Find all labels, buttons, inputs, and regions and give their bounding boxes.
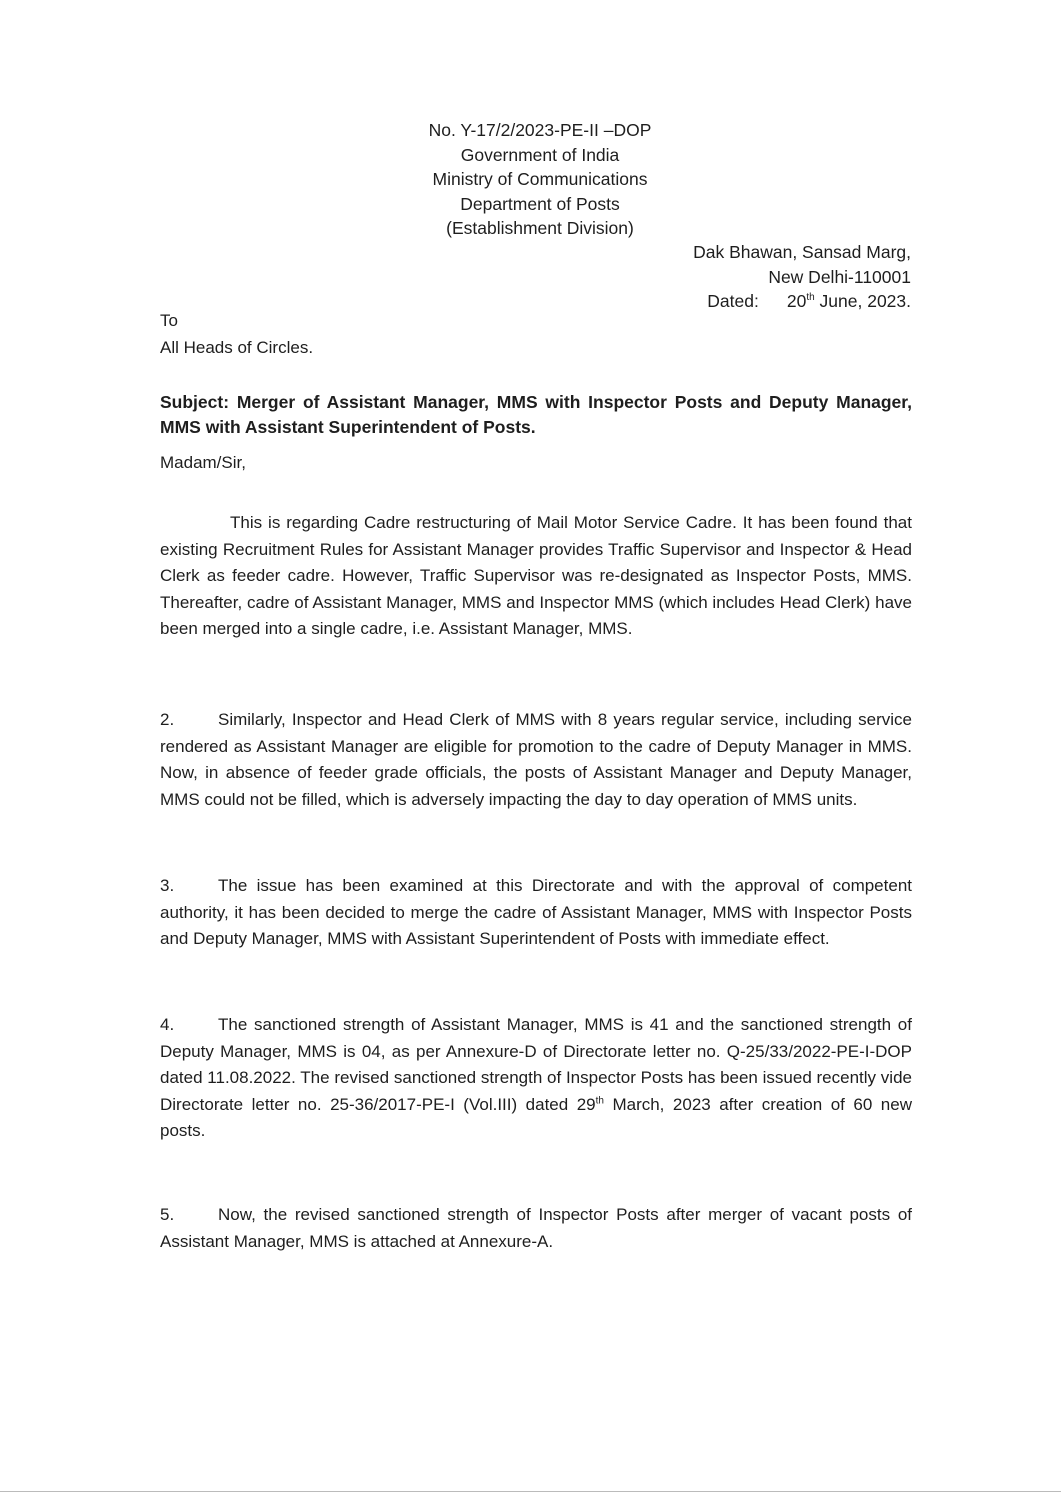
paragraph-3 xyxy=(160,873,912,953)
paragraph-text: Now, the revised sanctioned strength of Inspector Posts after merger of vacant posts of Assistant Manager, MMS is attached at Annexure-A. xyxy=(160,1205,912,1251)
dated-label: Dated: xyxy=(707,291,759,311)
paragraph-text-cont: March, 2023 after creation of 60 new posts. xyxy=(160,1094,912,1140)
paragraph-text: The sanctioned strength of Assistant Manager, MMS is 41 and the sanctioned strength of Deputy Manager, MMS is 04, as per Annexure-D of Directorate letter no. Q-25/33/2022-PE-I-DOP dated 11.08.2022. The revised sanctioned strength of Inspector Posts has been issued recently vide Directorate letter no. 25-36/2017-PE-I (Vol.III) dated 29 xyxy=(160,1015,912,1114)
ordinal-sup: th xyxy=(595,1094,604,1106)
ministry: Ministry of Communications xyxy=(432,169,648,189)
paragraph-2 xyxy=(160,707,912,813)
date-rest: June, 2023. xyxy=(814,291,911,311)
government: Government of India xyxy=(460,144,620,165)
to-label: To xyxy=(160,311,178,330)
subject: Subject: Merger of Assistant Manager, MMS with Inspector Posts and Deputy Manager, MMS with Assistant Superintendent of Posts. xyxy=(160,392,912,437)
recipient-name: All Heads of Circles. xyxy=(160,338,314,357)
paragraph-1: This is regarding Cadre restructuring of Mail Motor Service Cadre. It has been found that existing Recruitment Rules for Assistant Manager provides Traffic Supervisor and Inspector & Head Clerk as feeder cadre. However, Traffic Supervisor was re-designated as Inspector Posts, MMS. Thereafter, cadre of Assistant Manager, MMS and Inspector MMS (which includes Head Clerk) have been merged into a single cadre, i.e. Assistant Manager, MMS. xyxy=(160,513,912,638)
letter-header xyxy=(360,118,720,241)
address-line-2: New Delhi-110001 xyxy=(768,266,911,287)
division: (Establishment Division) xyxy=(446,218,634,238)
file-number: No. Y-17/2/2023-PE-II –DOP xyxy=(428,120,652,140)
recipient xyxy=(160,307,313,361)
department: Department of Posts xyxy=(460,193,620,214)
paragraph-number: 4. xyxy=(160,1015,175,1034)
date-day: 20 xyxy=(786,291,807,311)
date-line xyxy=(693,289,911,314)
paragraph-4 xyxy=(160,1012,912,1145)
paragraph-number: 2. xyxy=(160,710,175,729)
paragraph-text: The issue has been examined at this Directorate and with the approval of competent authority, it has been decided to merge the cadre of Assistant Manager, MMS with Inspector Posts and Deputy Manager, MMS with Assistant Superintendent of Posts with immediate effect. xyxy=(160,876,912,948)
salutation: Madam/Sir, xyxy=(160,453,246,472)
paragraph-text: Similarly, Inspector and Head Clerk of MMS with 8 years regular service, including service rendered as Assistant Manager are eligible for promotion to the cadre of Deputy Manager in MMS. Now, in absence of feeder grade officials, the posts of Assistant Manager and Deputy Manager, MMS could not be filled, which is adversely impacting the day to day operation of MMS units. xyxy=(160,710,912,809)
scan-edge-line xyxy=(0,1491,1061,1492)
date-sup: th xyxy=(806,292,815,304)
paragraph-number: 3. xyxy=(160,876,175,895)
paragraph-number: 5. xyxy=(160,1205,175,1224)
paragraph-5 xyxy=(160,1202,912,1255)
sender-address xyxy=(693,240,911,314)
address-line-1: Dak Bhawan, Sansad Marg, xyxy=(693,242,911,262)
